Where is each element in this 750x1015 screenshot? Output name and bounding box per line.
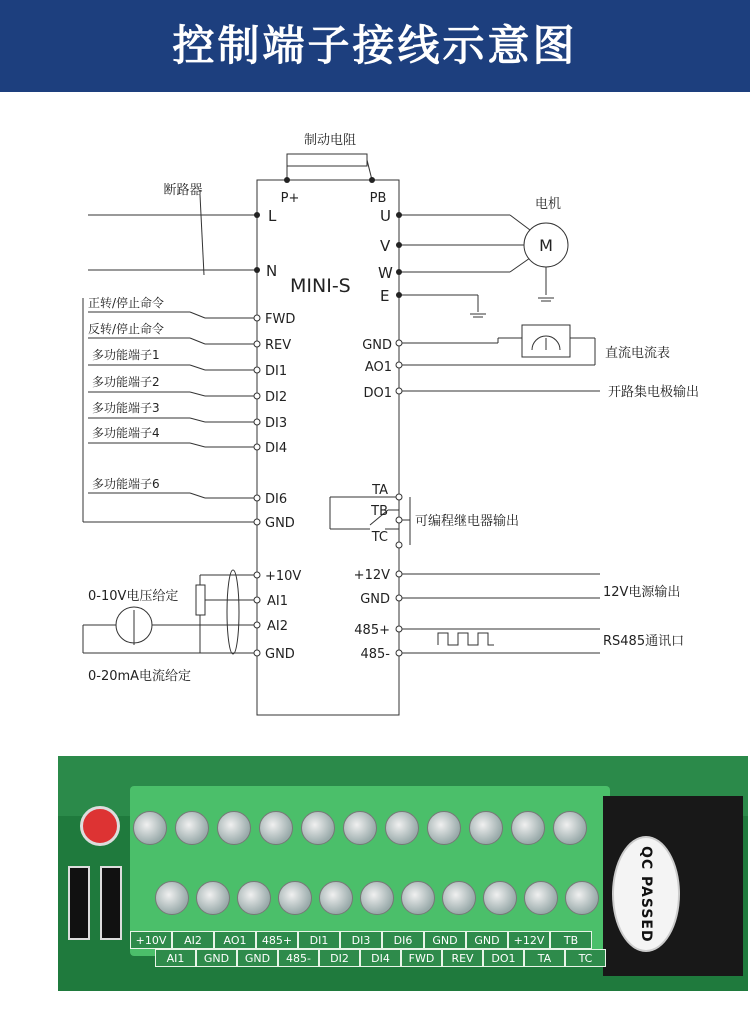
terminal-screw-icon — [259, 811, 293, 845]
label-di4: 多功能端子4 — [92, 426, 160, 440]
terminal-plus12v: +12V — [353, 568, 390, 583]
terminal-screw-icon — [483, 881, 517, 915]
label-top-10: TB — [550, 931, 592, 949]
terminal-di2: DI2 — [265, 390, 288, 405]
label-bottom-4: DI2 — [319, 949, 360, 967]
terminal-screw-icon — [343, 811, 377, 845]
label-bottom-7: REV — [442, 949, 483, 967]
terminal-screw-icon — [175, 811, 209, 845]
terminal-p-plus: P+ — [280, 191, 300, 206]
label-top-6: DI6 — [382, 931, 424, 949]
terminal-gnd-ao: GND — [362, 338, 392, 353]
terminal-fwd: FWD — [265, 312, 296, 327]
label-bottom-0: AI1 — [155, 949, 196, 967]
terminal-screw-icon — [401, 881, 435, 915]
label-row-top — [130, 931, 592, 949]
label-bottom-6: FWD — [401, 949, 442, 967]
terminal-screw-icon — [278, 881, 312, 915]
terminal-screw-icon — [319, 881, 353, 915]
label-top-2: AO1 — [214, 931, 256, 949]
terminal-ai1: AI1 — [267, 594, 288, 609]
label-top-9: +12V — [508, 931, 550, 949]
label-top-4: DI1 — [298, 931, 340, 949]
terminal-gnd-12v: GND — [360, 592, 390, 607]
label-bottom-10: TC — [565, 949, 606, 967]
label-bottom-1: GND — [196, 949, 237, 967]
page-title: 控制端子接线示意图 — [172, 21, 578, 70]
terminal-tc: TC — [371, 530, 388, 545]
terminal-di6: DI6 — [265, 492, 288, 507]
jumper-jp2-icon — [100, 866, 122, 940]
motor-label: 电机 — [534, 197, 562, 212]
power-output-label: 12V电源输出 — [603, 585, 681, 600]
terminal-ao1: AO1 — [364, 360, 392, 375]
terminal-u: U — [380, 207, 391, 225]
terminal-do1: DO1 — [363, 386, 392, 401]
motor-symbol-letter: M — [539, 236, 553, 255]
brake-resistor-symbol — [287, 154, 367, 166]
terminal-screw-icon — [442, 881, 476, 915]
label-di3: 多功能端子3 — [92, 401, 160, 415]
brake-resistor-label: 制动电阻 — [303, 133, 357, 148]
terminal-screw-icon — [553, 811, 587, 845]
qc-sticker — [612, 836, 680, 952]
label-bottom-2: GND — [237, 949, 278, 967]
terminal-di4: DI4 — [265, 441, 288, 456]
label-top-5: DI3 — [340, 931, 382, 949]
terminal-pb: PB — [369, 191, 387, 206]
device-name: MINI-S — [290, 275, 351, 297]
title-banner — [0, 0, 750, 92]
rs485-label: RS485通讯口 — [603, 634, 685, 649]
terminal-screw-icon — [427, 811, 461, 845]
label-bottom-8: DO1 — [483, 949, 524, 967]
current-input-label: 0-20mA电流给定 — [88, 669, 192, 684]
label-rev: 反转/停止命令 — [88, 322, 165, 336]
terminal-485-plus: 485+ — [354, 623, 390, 638]
terminal-screw-icon — [524, 881, 558, 915]
breaker-label: 断路器 — [163, 183, 203, 198]
ammeter-label: 直流电流表 — [605, 346, 671, 361]
terminal-screw-icon — [237, 881, 271, 915]
terminal-gnd-left: GND — [265, 516, 295, 531]
terminal-n: N — [266, 262, 278, 280]
label-top-7: GND — [424, 931, 466, 949]
qc-text: QC PASSED — [638, 845, 654, 943]
voltage-input-label: 0-10V电压给定 — [88, 589, 179, 604]
terminal-485-minus: 485- — [360, 647, 390, 662]
terminal-screw-icon — [385, 811, 419, 845]
label-bottom-9: TA — [524, 949, 565, 967]
terminal-e: E — [380, 287, 390, 305]
terminal-screw-icon — [133, 811, 167, 845]
terminal-screw-icon — [155, 881, 189, 915]
terminal-screw-icon — [196, 881, 230, 915]
terminal-ai2: AI2 — [267, 619, 288, 634]
label-top-3: 485+ — [256, 931, 298, 949]
label-fwd: 正转/停止命令 — [88, 296, 165, 310]
terminal-screw-icon — [360, 881, 394, 915]
terminal-di1: DI1 — [265, 364, 288, 379]
label-top-0: +10V — [130, 931, 172, 949]
terminal-plus10v: +10V — [265, 569, 302, 584]
terminal-w: W — [378, 264, 393, 282]
wiring-diagram — [0, 100, 750, 750]
label-top-1: AI2 — [172, 931, 214, 949]
terminal-screw-icon — [469, 811, 503, 845]
terminal-di3: DI3 — [265, 416, 288, 431]
label-di1: 多功能端子1 — [92, 348, 160, 362]
terminal-screw-icon — [301, 811, 335, 845]
label-di6: 多功能端子6 — [92, 477, 160, 491]
jumper-jp1-icon — [68, 866, 90, 940]
label-bottom-5: DI4 — [360, 949, 401, 967]
terminal-board-photo — [58, 756, 748, 991]
terminal-l: L — [268, 207, 277, 225]
label-top-8: GND — [466, 931, 508, 949]
terminal-v: V — [380, 237, 391, 255]
terminal-rev: REV — [265, 338, 292, 353]
terminal-gnd-analog: GND — [265, 647, 295, 662]
terminal-screw-icon — [511, 811, 545, 845]
terminal-screw-icon — [217, 811, 251, 845]
terminal-screw-icon — [565, 881, 599, 915]
do1-output-label: 开路集电极输出 — [608, 385, 700, 400]
relay-output-label: 可编程继电器输出 — [415, 514, 520, 529]
label-bottom-3: 485- — [278, 949, 319, 967]
terminal-ta: TA — [372, 483, 388, 498]
potentiometer-icon — [80, 806, 120, 846]
label-di2: 多功能端子2 — [92, 375, 160, 389]
label-row-bottom — [155, 949, 606, 967]
terminal-tb: TB — [371, 504, 388, 519]
